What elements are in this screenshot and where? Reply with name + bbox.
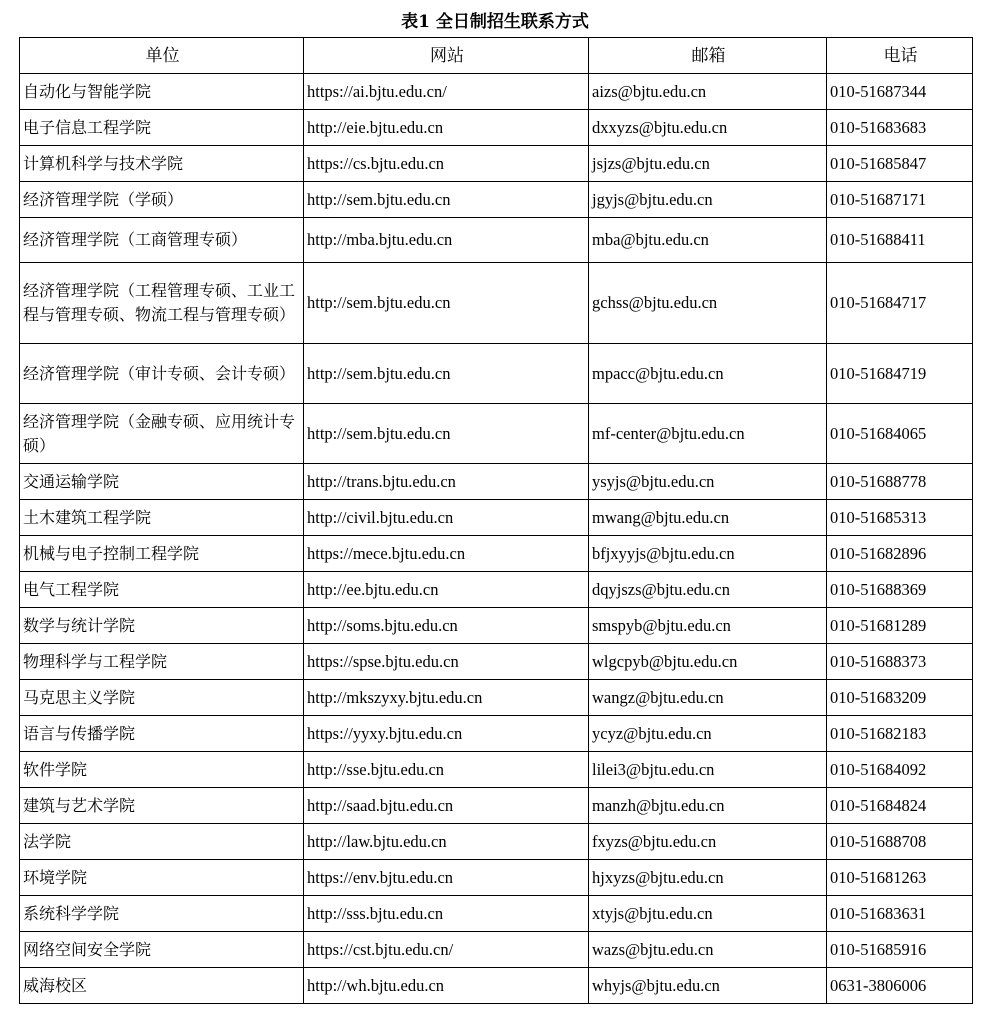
cell-unit: 物理科学与工程学院 — [20, 644, 304, 680]
cell-phone: 010-51684065 — [827, 404, 973, 464]
cell-phone: 010-51682896 — [827, 536, 973, 572]
cell-phone: 010-51684717 — [827, 263, 973, 344]
cell-email[interactable]: hjxyzs@bjtu.edu.cn — [589, 860, 827, 896]
cell-phone: 010-51688708 — [827, 824, 973, 860]
cell-phone: 010-51688778 — [827, 464, 973, 500]
cell-website[interactable]: http://ee.bjtu.edu.cn — [304, 572, 589, 608]
cell-website[interactable]: http://sem.bjtu.edu.cn — [304, 344, 589, 404]
cell-website[interactable]: http://law.bjtu.edu.cn — [304, 824, 589, 860]
cell-unit: 建筑与艺术学院 — [20, 788, 304, 824]
cell-phone: 0631-3806006 — [827, 968, 973, 1004]
header-website: 网站 — [304, 38, 589, 74]
cell-website[interactable]: http://eie.bjtu.edu.cn — [304, 110, 589, 146]
cell-unit: 土木建筑工程学院 — [20, 500, 304, 536]
table-row — [20, 404, 973, 464]
cell-email[interactable]: jgyjs@bjtu.edu.cn — [589, 182, 827, 218]
cell-website[interactable]: http://mkszyxy.bjtu.edu.cn — [304, 680, 589, 716]
table-header — [20, 38, 973, 74]
table-row — [20, 536, 973, 572]
cell-email[interactable]: mwang@bjtu.edu.cn — [589, 500, 827, 536]
cell-website[interactable]: http://sss.bjtu.edu.cn — [304, 896, 589, 932]
cell-email[interactable]: dxxyzs@bjtu.edu.cn — [589, 110, 827, 146]
cell-phone: 010-51683631 — [827, 896, 973, 932]
cell-email[interactable]: whyjs@bjtu.edu.cn — [589, 968, 827, 1004]
cell-website[interactable]: http://sem.bjtu.edu.cn — [304, 182, 589, 218]
table-row — [20, 464, 973, 500]
cell-website[interactable]: https://yyxy.bjtu.edu.cn — [304, 716, 589, 752]
cell-unit: 软件学院 — [20, 752, 304, 788]
cell-email[interactable]: wangz@bjtu.edu.cn — [589, 680, 827, 716]
cell-phone: 010-51685847 — [827, 146, 973, 182]
table-row — [20, 752, 973, 788]
cell-unit: 经济管理学院（金融专硕、应用统计专硕） — [20, 404, 304, 464]
cell-unit: 法学院 — [20, 824, 304, 860]
cell-unit: 网络空间安全学院 — [20, 932, 304, 968]
table-row — [20, 500, 973, 536]
cell-unit: 系统科学学院 — [20, 896, 304, 932]
cell-email[interactable]: jsjzs@bjtu.edu.cn — [589, 146, 827, 182]
table-row — [20, 146, 973, 182]
cell-phone: 010-51688411 — [827, 218, 973, 263]
contact-table — [19, 37, 973, 1004]
table-row — [20, 110, 973, 146]
cell-unit: 电气工程学院 — [20, 572, 304, 608]
cell-website[interactable]: http://sem.bjtu.edu.cn — [304, 404, 589, 464]
table-row — [20, 608, 973, 644]
table-row — [20, 263, 973, 344]
table-row — [20, 182, 973, 218]
cell-unit: 威海校区 — [20, 968, 304, 1004]
cell-phone: 010-51685313 — [827, 500, 973, 536]
cell-website[interactable]: http://wh.bjtu.edu.cn — [304, 968, 589, 1004]
cell-website[interactable]: https://cs.bjtu.edu.cn — [304, 146, 589, 182]
cell-website[interactable]: http://mba.bjtu.edu.cn — [304, 218, 589, 263]
cell-email[interactable]: fxyzs@bjtu.edu.cn — [589, 824, 827, 860]
cell-website[interactable]: https://env.bjtu.edu.cn — [304, 860, 589, 896]
cell-unit: 机械与电子控制工程学院 — [20, 536, 304, 572]
cell-phone: 010-51683683 — [827, 110, 973, 146]
cell-email[interactable]: mf-center@bjtu.edu.cn — [589, 404, 827, 464]
table-row — [20, 716, 973, 752]
cell-phone: 010-51685916 — [827, 932, 973, 968]
table-row — [20, 74, 973, 110]
header-phone: 电话 — [827, 38, 973, 74]
table-row — [20, 680, 973, 716]
cell-website[interactable]: http://trans.bjtu.edu.cn — [304, 464, 589, 500]
cell-email[interactable]: lilei3@bjtu.edu.cn — [589, 752, 827, 788]
table-body — [20, 74, 973, 1004]
cell-website[interactable]: http://saad.bjtu.edu.cn — [304, 788, 589, 824]
header-row — [20, 38, 973, 74]
table-row — [20, 860, 973, 896]
table-row — [20, 932, 973, 968]
cell-unit: 环境学院 — [20, 860, 304, 896]
cell-phone: 010-51684824 — [827, 788, 973, 824]
cell-email[interactable]: aizs@bjtu.edu.cn — [589, 74, 827, 110]
cell-phone: 010-51681263 — [827, 860, 973, 896]
cell-email[interactable]: wlgcpyb@bjtu.edu.cn — [589, 644, 827, 680]
cell-email[interactable]: manzh@bjtu.edu.cn — [589, 788, 827, 824]
cell-unit: 电子信息工程学院 — [20, 110, 304, 146]
cell-email[interactable]: ycyz@bjtu.edu.cn — [589, 716, 827, 752]
cell-unit: 自动化与智能学院 — [20, 74, 304, 110]
cell-website[interactable]: https://cst.bjtu.edu.cn/ — [304, 932, 589, 968]
cell-phone: 010-51683209 — [827, 680, 973, 716]
cell-unit: 马克思主义学院 — [20, 680, 304, 716]
cell-email[interactable]: mba@bjtu.edu.cn — [589, 218, 827, 263]
cell-unit: 数学与统计学院 — [20, 608, 304, 644]
cell-phone: 010-51687171 — [827, 182, 973, 218]
table-row — [20, 824, 973, 860]
cell-email[interactable]: ysyjs@bjtu.edu.cn — [589, 464, 827, 500]
cell-website[interactable]: http://civil.bjtu.edu.cn — [304, 500, 589, 536]
cell-unit: 语言与传播学院 — [20, 716, 304, 752]
cell-phone: 010-51682183 — [827, 716, 973, 752]
cell-unit: 经济管理学院（学硕） — [20, 182, 304, 218]
cell-phone: 010-51684719 — [827, 344, 973, 404]
cell-phone: 010-51681289 — [827, 608, 973, 644]
cell-unit: 经济管理学院（工商管理专硕） — [20, 218, 304, 263]
header-email: 邮箱 — [589, 38, 827, 74]
cell-phone: 010-51688373 — [827, 644, 973, 680]
table-row — [20, 644, 973, 680]
cell-phone: 010-51687344 — [827, 74, 973, 110]
table-caption: 表1 全日制招生联系方式 — [401, 12, 589, 32]
cell-email[interactable]: smspyb@bjtu.edu.cn — [589, 608, 827, 644]
cell-email[interactable]: wazs@bjtu.edu.cn — [589, 932, 827, 968]
table-row — [20, 896, 973, 932]
table-row — [20, 572, 973, 608]
cell-phone: 010-51688369 — [827, 572, 973, 608]
cell-website[interactable]: https://spse.bjtu.edu.cn — [304, 644, 589, 680]
cell-website[interactable]: https://ai.bjtu.edu.cn/ — [304, 74, 589, 110]
header-unit: 单位 — [20, 38, 304, 74]
cell-unit: 计算机科学与技术学院 — [20, 146, 304, 182]
cell-unit: 交通运输学院 — [20, 464, 304, 500]
cell-website[interactable]: http://soms.bjtu.edu.cn — [304, 608, 589, 644]
cell-website[interactable]: http://sse.bjtu.edu.cn — [304, 752, 589, 788]
cell-email[interactable]: mpacc@bjtu.edu.cn — [589, 344, 827, 404]
table-row — [20, 344, 973, 404]
cell-website[interactable]: https://mece.bjtu.edu.cn — [304, 536, 589, 572]
cell-email[interactable]: xtyjs@bjtu.edu.cn — [589, 896, 827, 932]
table-row — [20, 218, 973, 263]
cell-phone: 010-51684092 — [827, 752, 973, 788]
cell-email[interactable]: gchss@bjtu.edu.cn — [589, 263, 827, 344]
cell-unit: 经济管理学院（审计专硕、会计专硕） — [20, 344, 304, 404]
cell-email[interactable]: bfjxyyjs@bjtu.edu.cn — [589, 536, 827, 572]
table-row — [20, 968, 973, 1004]
cell-unit: 经济管理学院（工程管理专硕、工业工程与管理专硕、物流工程与管理专硕） — [20, 263, 304, 344]
cell-email[interactable]: dqyjszs@bjtu.edu.cn — [589, 572, 827, 608]
table-row — [20, 788, 973, 824]
cell-website[interactable]: http://sem.bjtu.edu.cn — [304, 263, 589, 344]
